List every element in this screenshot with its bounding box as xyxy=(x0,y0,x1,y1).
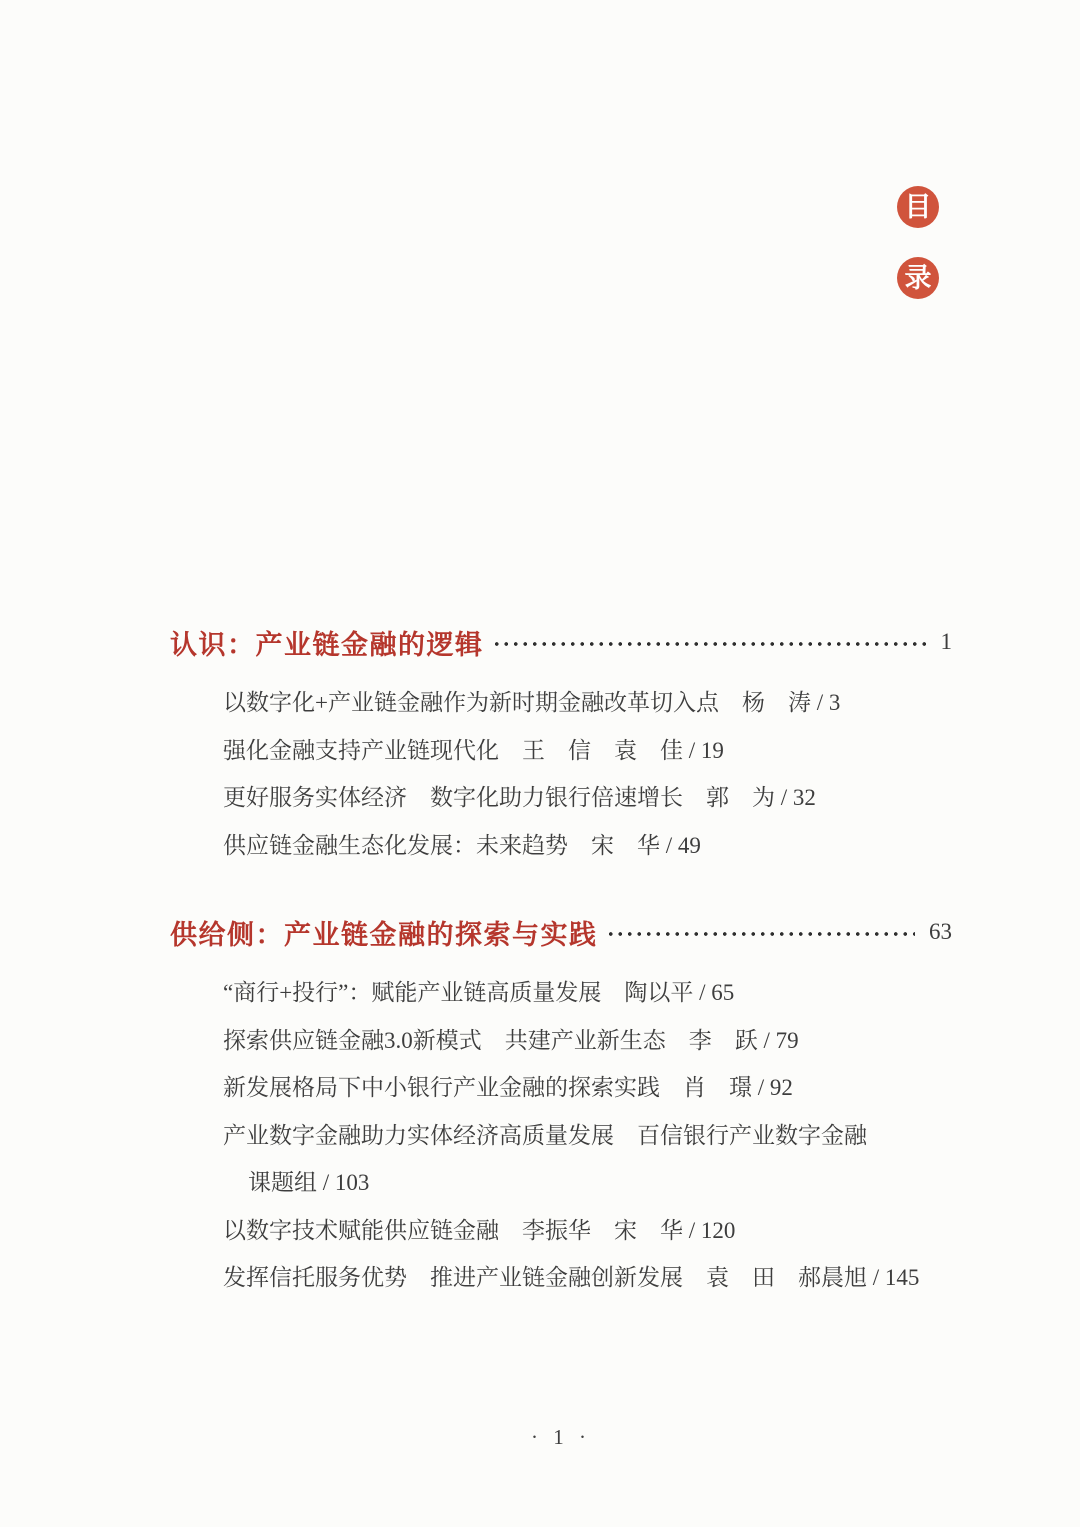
toc-badge xyxy=(897,186,939,299)
toc-section xyxy=(170,618,952,869)
toc-entry xyxy=(223,969,952,1017)
section-entries xyxy=(223,969,952,1302)
entry-page-ref: / 32 xyxy=(775,785,816,810)
leader-dots xyxy=(606,930,916,938)
entry-text: 产业数字金融助力实体经济高质量发展 百信银行产业数字金融 xyxy=(223,1122,867,1148)
entry-page-ref: / 79 xyxy=(757,1027,799,1053)
toc-badge-circle-1 xyxy=(897,186,939,228)
section-page-number: 63 xyxy=(929,919,952,944)
toc-entry xyxy=(223,1159,952,1207)
footer-page-number: · 1 · xyxy=(531,1425,591,1449)
section-page-number: 1 xyxy=(940,629,952,654)
toc-entry xyxy=(223,679,952,727)
toc-entry xyxy=(223,774,952,822)
toc-entry xyxy=(223,1017,952,1065)
entry-text: 供应链金融生态化发展：未来趋势 宋 华 xyxy=(223,832,660,858)
toc-entry xyxy=(223,1254,952,1302)
entry-page-ref: / 145 xyxy=(867,1265,920,1290)
toc-entry xyxy=(223,727,952,775)
entry-text: 强化金融支持产业链现代化 王 信 袁 佳 xyxy=(223,737,683,763)
entry-text: “商行+投行”：赋能产业链高质量发展 陶以平 xyxy=(223,980,694,1005)
toc-entry xyxy=(223,1064,952,1112)
section-title: 供给侧：产业链金融的探索与实践 xyxy=(170,919,598,950)
entry-text: 以数字技术赋能供应链金融 李振华 宋 华 xyxy=(223,1217,683,1243)
entry-text: 课题组 xyxy=(248,1170,317,1195)
entry-text: 发挥信托服务优势 推进产业链金融创新发展 袁 田 郝晨旭 xyxy=(223,1265,867,1290)
section-heading xyxy=(170,908,952,956)
entry-page-ref: / 92 xyxy=(752,1075,793,1100)
section-title: 认识：产业链金融的逻辑 xyxy=(170,629,484,660)
entry-page-ref: / 103 xyxy=(317,1170,370,1195)
entry-text: 更好服务实体经济 数字化助力银行倍速增长 郭 为 xyxy=(223,785,775,810)
entry-text: 新发展格局下中小银行产业金融的探索实践 肖 璟 xyxy=(223,1075,752,1100)
entry-page-ref: / 65 xyxy=(693,980,735,1005)
entry-page-ref: / 3 xyxy=(810,690,841,715)
entry-page-ref: / 49 xyxy=(660,832,701,858)
toc-badge-circle-2 xyxy=(897,257,939,299)
section-entries xyxy=(223,679,952,869)
entry-page-ref: / 120 xyxy=(683,1217,736,1243)
leader-dots xyxy=(492,640,927,648)
entry-text: 探索供应链金融3.0新模式 共建产业新生态 李 跃 xyxy=(223,1027,758,1053)
toc-badge-char-1: 目 xyxy=(904,191,932,222)
toc-sections xyxy=(170,618,952,1302)
toc-entry xyxy=(223,1112,952,1160)
toc-section xyxy=(170,908,952,1302)
section-heading xyxy=(170,618,952,666)
entry-page-ref: / 19 xyxy=(683,737,724,763)
toc-entry xyxy=(223,822,952,870)
entry-text: 以数字化+产业链金融作为新时期金融改革切入点 杨 涛 xyxy=(223,690,811,715)
toc-entry xyxy=(223,1207,952,1255)
toc-badge-char-2: 录 xyxy=(904,262,932,293)
